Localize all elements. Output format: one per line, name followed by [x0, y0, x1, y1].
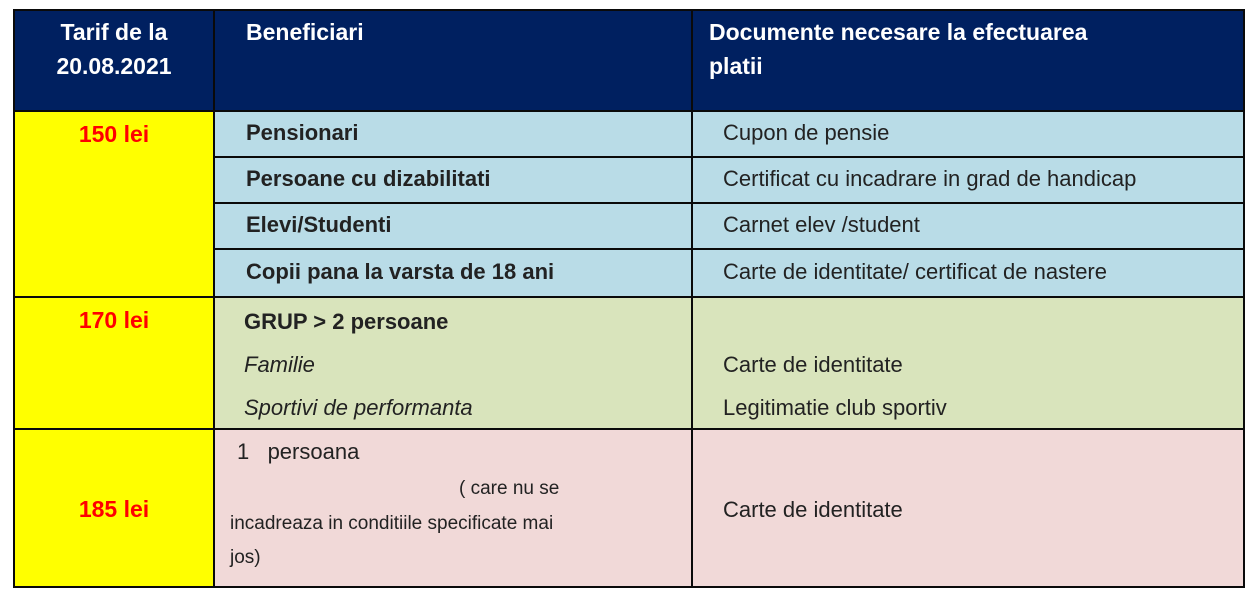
- price-170-label: 170 lei: [78, 307, 150, 333]
- price-150: [15, 112, 213, 296]
- note-line-1: ( care nu se: [459, 478, 560, 499]
- beneficiar-label: Copii pana la varsta de 18 ani: [246, 259, 555, 284]
- o-persoana-title: 1 persoana: [237, 439, 360, 464]
- document-o-persoana: [693, 430, 1243, 586]
- document-label: Carte de identitate: [723, 497, 903, 522]
- document-label: Certificat cu incadrare in grad de handicap: [723, 166, 1137, 191]
- price-150-label: 150 lei: [78, 121, 150, 147]
- header-documente-line-1: Documente necesare la efectuarea: [709, 19, 1088, 45]
- document-carnet: [693, 204, 1243, 248]
- document-cupon-pensie: [693, 112, 1243, 156]
- beneficiar-label: Pensionari: [246, 120, 359, 145]
- note-line-2: incadreaza in conditiile specificate mai: [230, 513, 554, 534]
- beneficiar-pensionari: [215, 112, 691, 156]
- price-170: [15, 298, 213, 428]
- beneficiar-familie: Familie: [244, 352, 315, 377]
- beneficiar-o-persoana: [215, 430, 691, 586]
- beneficiar-label: Elevi/Studenti: [246, 212, 392, 237]
- header-beneficiari: [215, 11, 691, 110]
- price-185: [15, 430, 213, 586]
- document-label: Cupon de pensie: [723, 120, 890, 145]
- header-tarif-line-1: Tarif de la: [60, 19, 168, 45]
- beneficiar-elevi-studenti: [215, 204, 691, 248]
- document-label: Carnet elev /student: [723, 212, 920, 237]
- document-legitimatie: Legitimatie club sportiv: [723, 395, 947, 420]
- grup-title: GRUP > 2 persoane: [244, 309, 449, 334]
- header-tarif: [15, 11, 213, 110]
- header-documente: [693, 11, 1243, 110]
- documente-grup: [693, 298, 1243, 428]
- document-carte-certificat: [693, 250, 1243, 296]
- header-tarif-line-2: 20.08.2021: [56, 53, 172, 79]
- header-documente-line-2: platii: [709, 53, 763, 79]
- document-certificat-handicap: [693, 158, 1243, 202]
- header-beneficiari-label: Beneficiari: [246, 19, 364, 45]
- note-line-3: jos): [230, 547, 261, 568]
- beneficiar-grup: [215, 298, 691, 428]
- beneficiar-sportivi: Sportivi de performanta: [244, 395, 473, 420]
- price-185-label: 185 lei: [78, 496, 150, 522]
- beneficiar-copii: [215, 250, 691, 296]
- beneficiar-label: Persoane cu dizabilitati: [246, 166, 491, 191]
- document-carte-identitate: Carte de identitate: [723, 352, 903, 377]
- beneficiar-persoane-dizabilitati: [215, 158, 691, 202]
- tariff-table: [13, 9, 1245, 588]
- document-label: Carte de identitate/ certificat de nastere: [723, 259, 1107, 284]
